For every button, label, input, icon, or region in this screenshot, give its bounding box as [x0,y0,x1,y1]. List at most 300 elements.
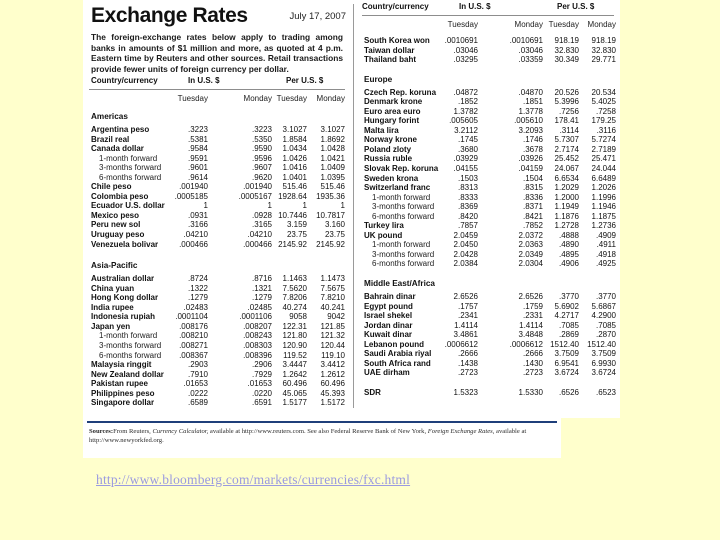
rate-value: 9042 [327,312,345,322]
table-row [91,201,345,211]
table-row [364,164,614,174]
table-row [364,250,614,260]
currency-name: 1-month forward [99,331,158,341]
rate-value: .9584 [187,144,208,154]
rate-value: 1.1875 [591,211,616,221]
table-row [91,240,345,250]
currency-name: Malta lira [364,125,399,135]
rate-value: .4906 [558,259,579,269]
rate-value: .3166 [187,220,208,230]
rate-value: 3.6724 [554,368,579,378]
rate-value: 918.19 [554,36,579,45]
rate-value: .03295 [453,55,478,65]
currency-name: Saudi Arabia riyal [364,349,432,359]
currency-name: 3-months forward [99,163,162,173]
rate-value: 3.4447 [282,360,307,370]
rate-value: .6526 [558,388,579,398]
rate-value: 1.3782 [453,106,478,116]
table-row [91,135,345,145]
rate-value: 23.75 [324,230,345,240]
rates-table [364,88,614,269]
rate-value: 3.2112 [454,125,478,135]
rate-value: .1503 [457,173,478,183]
rate-value: .03929 [453,154,478,164]
rate-value: .1504 [522,173,543,183]
publication-date: July 17, 2007 [289,11,346,22]
rate-value: .9590 [251,144,272,154]
currency-name: 1-month forward [99,153,158,163]
table-row [364,174,614,184]
rate-value: .1279 [251,293,272,303]
currency-name: 1-month forward [372,192,431,202]
header-country-currency: Country/currency [91,76,158,85]
rate-value: 3.7509 [591,349,616,359]
table-row [364,154,614,164]
currency-name: Kuwait dinar [364,330,413,340]
rate-value: .04210 [183,230,208,240]
rate-value: .01653 [247,379,272,389]
rate-value: .01653 [183,379,208,389]
header-per-usd-right: Per U.S. $ [557,2,595,11]
rate-value: 29.771 [591,55,616,65]
rate-value: .8716 [251,274,272,284]
rate-value: 3.159 [286,220,307,230]
table-row [364,330,614,340]
table-row [364,55,614,65]
rate-value: .4909 [595,230,616,240]
table-row [91,303,345,313]
currency-name: Jordan dinar [364,320,413,330]
rate-value: .03046 [518,45,543,55]
rate-value: .3680 [457,144,478,154]
currency-name: Argentina peso [91,125,150,134]
currency-name: Australian dollar [91,274,155,284]
rate-value: 3.4861 [453,330,478,340]
currency-name: 6-months forward [99,350,162,360]
currency-name: Euro area euro [364,106,421,116]
sources-divider [87,421,557,423]
rate-value: .7258 [595,106,616,116]
table-row [364,368,614,378]
table-row [91,322,345,332]
rate-value: 7.5620 [282,283,307,293]
rate-value: 1.1946 [591,202,616,212]
rate-value: 1.0421 [320,153,345,163]
currency-name: Ecuador U.S. dollar [91,201,165,211]
currency-name: South Africa rand [364,358,431,368]
rate-value: .7852 [522,221,543,231]
currency-name: Turkey lira [364,221,404,231]
table-row [91,398,345,408]
rate-value: 121.80 [282,331,307,341]
currency-name: Lebanon pound [364,339,424,349]
currency-name: Hong Kong dollar [91,293,159,303]
rate-value: .0006612 [444,339,478,349]
day-header-2: Monday [243,94,272,103]
table-row [364,349,614,359]
rate-value: .1279 [187,293,208,303]
sources-footnote [83,418,561,458]
rate-value: 1928.64 [278,191,307,201]
table-row [364,193,614,203]
rate-value: 1.2029 [554,183,579,193]
rate-value: 1.5323 [453,388,478,398]
rate-value: 1.8584 [282,134,307,144]
rate-value: 1.0395 [320,172,345,182]
table-row [364,240,614,250]
table-row [364,311,614,321]
rate-value: 45.065 [282,388,307,398]
currency-name: Czech Rep. koruna [364,87,437,97]
table-row [91,220,345,230]
rate-value: 1.2728 [554,221,579,231]
rate-value: 7.8206 [282,293,307,303]
rate-value: 3.2093 [518,125,543,135]
rate-value: .0220 [251,388,272,398]
currency-name: 3-months forward [372,249,435,259]
table-row [91,331,345,341]
rate-value: .005610 [514,116,543,126]
rate-value: .3223 [187,125,208,134]
rate-value: .2723 [457,368,478,378]
rate-value: .0931 [187,210,208,220]
rate-value: .0001106 [239,312,272,322]
rate-value: 121.32 [320,331,345,341]
region-heading: Europe [364,74,393,84]
rate-value: .5381 [187,134,208,144]
table-row [91,163,345,173]
rate-value: 1.0426 [282,153,307,163]
day-header-1: Tuesday [447,20,478,29]
exchange-rates-clipping [83,0,620,418]
rates-table [91,125,345,249]
rates-table [364,388,614,398]
rate-value: .0222 [187,388,208,398]
rate-value: .4925 [595,259,616,269]
rate-value: 1.1876 [554,211,579,221]
rate-value: .7910 [187,369,208,379]
rate-value: .2666 [522,349,543,359]
currency-name: Sweden krona [364,173,419,183]
sources-line-2: available at http://www.newyorkfed.org. [89,428,527,444]
rate-value: .3116 [596,125,616,135]
rate-value: 1.5172 [320,398,345,408]
rate-value: 40.241 [320,302,345,312]
rate-value: 1 [267,201,272,211]
rate-value: 2.7189 [591,144,616,154]
rate-value: .3770 [558,292,579,302]
day-header-4: Monday [316,94,345,103]
day-header-1: Tuesday [177,94,208,103]
rate-value: 5.7307 [554,135,579,145]
table-row [364,259,614,269]
rate-value: .1322 [187,283,208,293]
rate-value: 23.75 [286,230,307,240]
rate-value: .0006612 [509,339,543,349]
rate-value: .04870 [518,87,543,97]
table-row [364,36,614,46]
rate-value: .6591 [251,398,272,408]
currency-name: Singapore dollar [91,398,155,408]
rate-value: .7256 [558,106,579,116]
currency-name: Mexico peso [91,210,140,220]
currency-name: Peru new sol [91,220,141,230]
header-rule-right [362,15,614,16]
rate-value: .0928 [251,210,272,220]
rate-value: .8315 [522,183,543,193]
table-row [91,370,345,380]
header-rule [89,89,345,90]
table-row [91,192,345,202]
rate-value: .03046 [453,45,478,55]
rate-value: 515.46 [282,182,307,192]
rate-value: 2145.92 [316,239,345,249]
table-row [91,274,345,284]
rate-value: .2723 [522,368,543,378]
rate-value: .3223 [251,125,272,134]
rate-value: .8371 [522,202,543,212]
rate-value: .6589 [187,398,208,408]
rate-value: .8420 [457,211,478,221]
rate-value: 6.9930 [591,358,616,368]
rate-value: 918.19 [591,36,616,45]
rate-value: 40.274 [282,302,307,312]
rate-value: 1.1949 [554,202,579,212]
currency-name: UK pound [364,230,403,240]
rate-value: 3.4412 [320,360,345,370]
currency-name: 6-months forward [372,259,435,269]
sources-line-a: From Reuters, [113,428,153,435]
table-row [364,126,614,136]
rate-value: .9620 [251,172,272,182]
table-row [364,221,614,231]
rate-value: .02483 [183,302,208,312]
rate-value: .008303 [243,340,272,350]
rate-value: 10.7817 [316,210,345,220]
rate-value: .02485 [247,302,272,312]
column-headers-right [362,2,616,14]
currency-name: Norway krone [364,135,417,145]
rate-value: 3.160 [324,220,345,230]
table-row [364,135,614,145]
rate-value: 178.41 [554,116,579,126]
header-in-usd-right: In U.S. $ [459,2,491,11]
rate-value: .2341 [457,311,478,321]
table-row [91,144,345,154]
column-headers [91,76,345,88]
currency-name: Japan yen [91,321,131,331]
currency-name: 1-month forward [372,240,431,250]
rate-value: .008243 [243,331,272,341]
currency-name: Philippines peso [91,388,155,398]
currency-name: South Korea won [364,36,430,45]
rate-value: 1512.40 [550,339,579,349]
currency-name: Russia ruble [364,154,413,164]
day-header-3: Tuesday [276,94,307,103]
rate-value: 121.85 [320,321,345,331]
rate-value: 1.0428 [320,144,345,154]
rate-value: 515.46 [320,182,345,192]
table-row [364,145,614,155]
rate-value: .000466 [179,239,208,249]
day-headers [91,94,345,105]
rate-value: 179.25 [591,116,616,126]
region-heading: Middle East/Africa [364,279,435,289]
currency-name: India rupee [91,302,134,312]
table-row [364,97,614,107]
left-column [83,0,352,418]
rate-value: 119.10 [321,350,345,360]
rate-value: 1.5330 [518,388,543,398]
rates-table [364,292,614,378]
rate-value: .001940 [243,182,272,192]
rate-value: 32.830 [591,45,616,55]
rate-value: .3114 [559,125,579,135]
rate-value: .4890 [558,240,579,250]
rate-value: .4895 [558,249,579,259]
rate-value: 1.4114 [454,320,478,330]
table-row [364,302,614,312]
region-heading: Americas [91,112,128,121]
currency-name: Bahrain dinar [364,292,416,302]
table-row [364,46,614,56]
rate-value: 2.0372 [518,230,543,240]
rate-value: 20.534 [591,87,616,97]
rate-value: .008271 [179,340,208,350]
rate-value: 1.2000 [554,192,579,202]
table-row [91,360,345,370]
rate-value: 1.3778 [518,106,543,116]
rate-value: .9591 [187,153,208,163]
currency-name: Switzerland franc [364,183,431,193]
table-row [364,212,614,222]
rate-value: .008176 [179,321,208,331]
table-row [91,379,345,389]
rate-value: 1.8692 [320,134,345,144]
rate-value: .1746 [522,135,543,145]
rate-value: 1.0434 [282,144,307,154]
rate-value: 1.2736 [591,221,616,231]
day-header-2: Monday [514,20,543,29]
currency-name: China yuan [91,283,135,293]
rate-value: .0010691 [444,36,478,45]
rate-value: .1321 [251,283,272,293]
currency-name: Indonesia rupiah [91,312,156,322]
header-per-usd: Per U.S. $ [286,76,324,85]
rate-value: .000466 [243,239,272,249]
currency-name: Israel shekel [364,311,413,321]
rate-value: .2870 [595,330,616,340]
rate-value: 60.496 [320,379,345,389]
intro-blurb: The foreign-exchange rates below apply to trading among banks in amounts of $1 million and more, as quoted at 4 p.m. Eastern time by Reuters and other sources. Retail transactions provide fewer units of foreign currency per dollar. [91,32,343,74]
table-row [364,116,614,126]
rate-value: .8369 [457,202,478,212]
rate-value: .0005185 [174,191,208,201]
rate-value: 1.2642 [282,369,307,379]
region-heading: Asia-Pacific [91,261,138,271]
rate-value: 3.1027 [320,125,345,134]
table-row [91,173,345,183]
rate-value: .4888 [558,230,579,240]
rate-value: 32.830 [554,45,579,55]
rate-value: 25.471 [591,154,616,164]
rate-value: .2869 [558,330,579,340]
source-url-caption[interactable]: http://www.bloomberg.com/markets/currencies/fxc.html [96,472,411,487]
rate-value: 6.9541 [554,358,579,368]
rate-value: .008396 [243,350,272,360]
currency-name: 6-months forward [372,211,435,221]
rate-value: .6523 [595,388,616,398]
rate-value: .0010691 [509,36,543,45]
rate-value: 1.1996 [591,192,616,202]
rate-value: .1851 [522,97,543,107]
rate-value: .9596 [251,153,272,163]
table-row [364,340,614,350]
rate-value: 25.452 [554,154,579,164]
currency-name: Brazil real [91,134,130,144]
rate-value: 5.7274 [591,135,616,145]
rate-value: 1.0416 [282,163,307,173]
rate-value: 7.8210 [320,293,345,303]
rate-value: .7085 [558,320,579,330]
rate-value: .1759 [522,301,543,311]
rate-value: .1438 [457,358,478,368]
table-row [91,230,345,240]
table-row [364,107,614,117]
table-row [364,388,614,398]
rate-value: .2903 [187,360,208,370]
rate-value: 2.6526 [518,292,543,302]
rate-value: .8313 [457,183,478,193]
rate-value: 3.7509 [554,349,579,359]
rate-value: .3770 [595,292,616,302]
rate-value: 2.0349 [518,249,543,259]
rate-value: 5.3996 [554,97,579,107]
rate-value: 2.7174 [554,144,579,154]
currency-name: Canada dollar [91,144,144,154]
rate-value: 6.6534 [554,173,579,183]
table-row [91,211,345,221]
rate-value: 60.496 [282,379,307,389]
rate-value: .2331 [522,311,543,321]
rate-value: .1757 [457,301,478,311]
rate-value: 122.31 [282,321,307,331]
rate-value: .04155 [453,164,478,174]
currency-name: Denmark krone [364,97,423,107]
day-header-3: Tuesday [548,20,579,29]
rate-value: .005605 [449,116,478,126]
rate-value: 5.6902 [554,301,579,311]
rate-value: .8724 [187,274,208,284]
sources-title-2: Foreign Exchange Rates, [427,428,495,435]
table-row [91,341,345,351]
table-row [91,284,345,294]
rate-value: 1.2612 [320,369,345,379]
rate-value: .03926 [518,154,543,164]
rate-value: 3.4848 [518,330,543,340]
rate-value: .2906 [251,360,272,370]
rate-value: 24.044 [591,164,616,174]
rate-value: .4918 [595,249,616,259]
rate-value: .3678 [522,144,543,154]
currency-name: Uruguay peso [91,230,145,240]
rate-value: .1745 [457,135,478,145]
currency-name: SDR [364,388,381,398]
rate-value: .04159 [518,164,543,174]
rate-value: .4911 [596,240,616,250]
sources-label: Sources: [89,428,114,435]
sources-title-1: Currency Calculator, [152,428,209,435]
